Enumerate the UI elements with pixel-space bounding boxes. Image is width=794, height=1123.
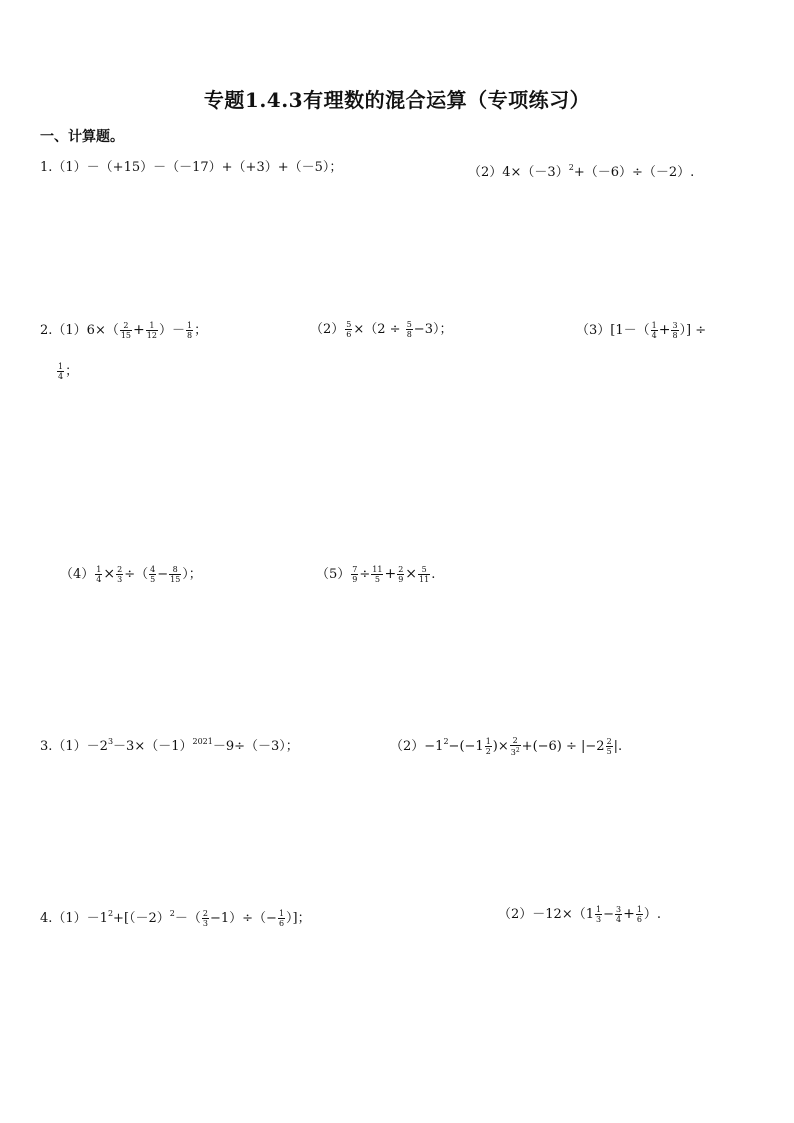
- problem-3a: $3.(1)-2^3-3\times(-1)^{2021}-9\div(-3)$；: [40, 737, 299, 754]
- fraction: $\frac{1}{6}$: [278, 909, 285, 928]
- section-heading: 一、计算题。: [40, 129, 124, 145]
- problem-2c-divisor: $\frac{1}{4}$ ；: [58, 362, 79, 381]
- fraction: $\frac{2}{3}$: [117, 565, 123, 584]
- fraction: $\frac{5}{8}$: [406, 320, 412, 339]
- fraction: $\frac{2}{15}$: [120, 321, 132, 340]
- problem-2a: 2.（1）6×（ $\frac{2}{15}$ + $\frac{1}{12}$ ）－ $\frac{1}{8}$ ；: [40, 321, 208, 340]
- problem-2e: （5） $\frac{7}{9}$ ÷ $\frac{11}{5}$ + $\frac{2}{9}$ × $\frac{5}{11}$ .: [316, 565, 436, 584]
- fraction: $\frac{5}{11}$: [419, 565, 430, 584]
- fraction: $\frac{4}{5}$: [150, 565, 156, 584]
- problem-2d: （4） $\frac{1}{4}$ × $\frac{2}{3}$ ÷（ $\frac{4}{5}$ − $\frac{8}{15}$ ）；: [60, 565, 202, 584]
- fraction: $\frac{1}{4}$: [651, 321, 657, 340]
- fraction: $\frac{3}{4}$: [615, 905, 622, 924]
- fraction: $\frac{1}{4}$: [96, 565, 102, 584]
- problem-number: 4.: [40, 911, 53, 926]
- fraction: $\frac{1}{3}$: [595, 905, 602, 924]
- fraction: $\frac{1}{6}$: [636, 905, 642, 924]
- problem-2c: （3）[1－（ $\frac{1}{4}$ + $\frac{3}{8}$ ）] ÷: [576, 321, 707, 340]
- problem-1a: 1.（1）－（+15）－（－17）+（+3）+（－5）；: [40, 160, 343, 175]
- problem-number: 2.: [40, 323, 53, 338]
- fraction: $\frac{2}{3}$: [202, 909, 208, 928]
- fraction: $\frac{1}{8}$: [186, 321, 193, 340]
- fraction: $\frac{2}{3^2}$: [510, 736, 520, 757]
- fraction: $\frac{1}{12}$: [146, 321, 157, 340]
- problem-number: 3.: [40, 739, 53, 754]
- problem-4b: （2）－12×（1 $\frac{1}{3}$ − $\frac{3}{4}$ + $\frac{1}{6}$ ）.: [498, 905, 662, 924]
- fraction: $\frac{5}{6}$: [346, 320, 352, 339]
- problem-4a: $4.(1)-1^2+[(-2)^2-$（ $\frac{2}{3}$ −1）÷（− $\frac{1}{6}$ ）]；: [40, 909, 311, 928]
- fraction: $\frac{1}{4}$: [58, 362, 64, 381]
- problem-2b: （2） $\frac{5}{6}$ ×（2 ÷ $\frac{5}{8}$ −3）；: [310, 320, 453, 339]
- problem-1b: $(2)4\times(-3)^2+(-6)\div(-2)$.: [468, 163, 695, 180]
- fraction: $\frac{8}{15}$: [170, 565, 181, 584]
- fraction: $\frac{11}{5}$: [372, 565, 383, 584]
- problem-3b: $(2)-1^2-(-1$ $\frac{1}{2}$ )× $\frac{2}{3^2}$ +(−6) ÷ |−2 $\frac{2}{5}$ |.: [390, 736, 623, 757]
- fraction: $\frac{7}{9}$: [352, 565, 358, 584]
- fraction: $\frac{2}{9}$: [398, 565, 404, 584]
- fraction: $\frac{3}{8}$: [672, 321, 678, 340]
- fraction: $\frac{1}{2}$: [485, 737, 491, 756]
- fraction: $\frac{2}{5}$: [606, 737, 612, 756]
- page-title: 专题1.4.3有理数的混合运算（专项练习）: [203, 88, 591, 112]
- problem-number: 1.: [40, 160, 53, 175]
